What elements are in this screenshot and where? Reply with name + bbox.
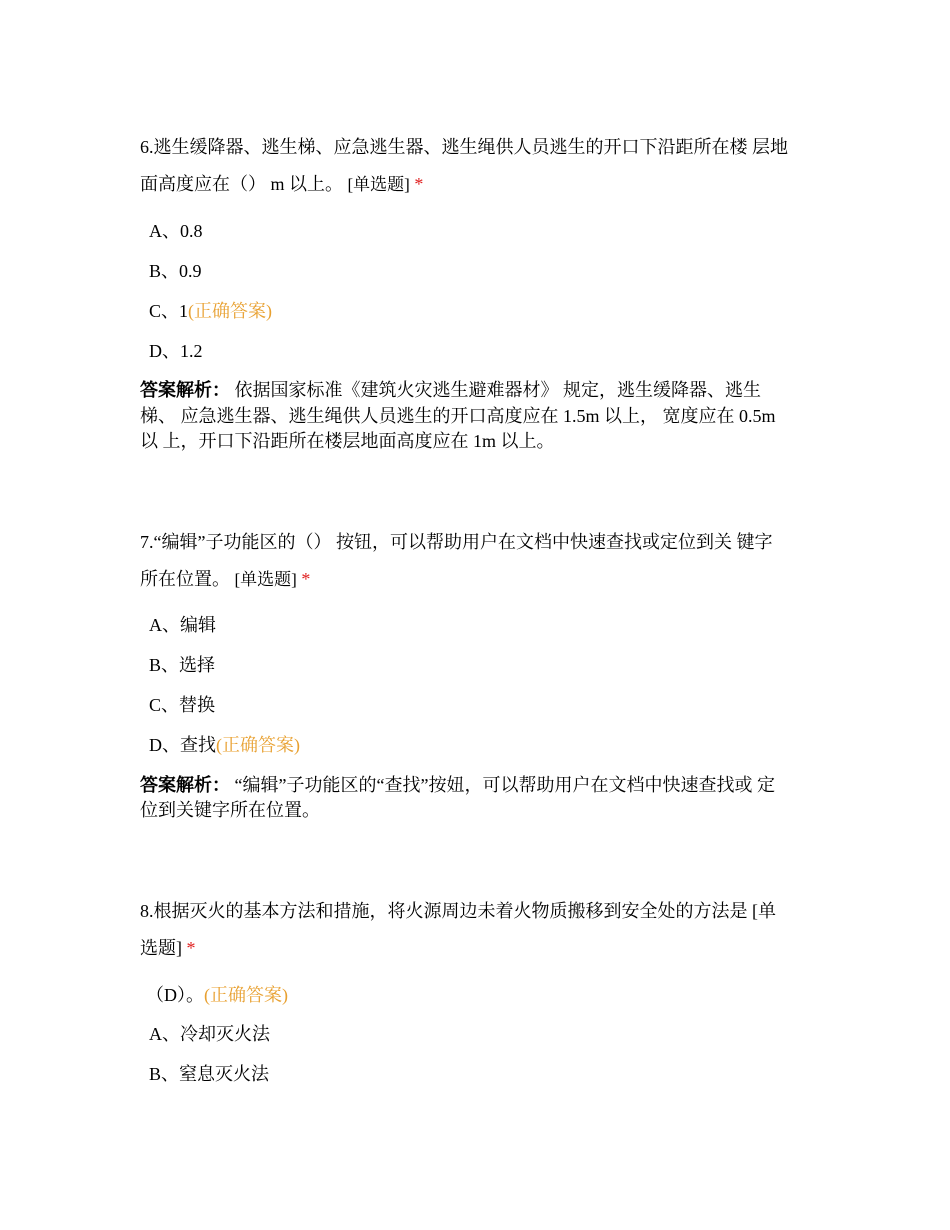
question-6-text-line-2 bbox=[140, 172, 423, 197]
question-6-explanation-line-3: 以 上，开口下沿距所在楼层地面高度应在 1m 以上。 bbox=[140, 431, 555, 451]
question-8-option-a: A、冷却灭火法 bbox=[149, 1024, 270, 1044]
question-6-option-a: A、0.8 bbox=[149, 221, 203, 241]
question-7-text-line-1: 7.“编辑”子功能区的（） 按钮，可以帮助用户在文档中快速查找或定位到关 键字 bbox=[140, 532, 773, 552]
question-6-option-b: B、0.9 bbox=[149, 261, 202, 281]
question-8-text-line-1: 8.根据灭火的基本方法和措施，将火源周边未着火物质搬移到安全处的方法是 [单 bbox=[140, 901, 776, 921]
question-6-text-line-2-body: 面高度应在（） m 以上。 bbox=[140, 174, 343, 194]
question-6-option-c-text: C、1 bbox=[149, 301, 189, 321]
question-7-text-line-2-body: 所在位置。 bbox=[140, 569, 230, 589]
question-8-answer-text: （D）。 bbox=[146, 985, 204, 1005]
question-8-answer bbox=[146, 983, 288, 1007]
question-7-type-tag: [单选题] bbox=[234, 570, 297, 589]
required-asterisk: * bbox=[414, 174, 424, 194]
explanation-label: 答案解析： bbox=[140, 775, 230, 795]
question-6-explanation-text-1: 依据国家标准《建筑火灾逃生避难器材》 规定，逃生缓降器、逃生 bbox=[234, 380, 761, 400]
question-7-option-d-text: D、查找 bbox=[149, 735, 216, 755]
question-7-explanation-line-2: 位到关键字所在位置。 bbox=[140, 800, 320, 820]
question-8-option-b: B、窒息灭火法 bbox=[149, 1064, 270, 1084]
question-8-text-line-2 bbox=[140, 936, 196, 960]
question-7-explanation-text-1: “编辑”子功能区的“查找”按妞，可以帮助用户在文档中快速查找或 定 bbox=[234, 775, 775, 795]
question-8-text-line-2-body: 选题] bbox=[140, 938, 182, 958]
question-7-option-d bbox=[149, 733, 300, 757]
correct-answer-note: (正确答案) bbox=[216, 735, 300, 755]
question-7-option-a: A、编辑 bbox=[149, 615, 216, 635]
question-7-option-c: C、替换 bbox=[149, 695, 216, 715]
question-7-text-line-2 bbox=[140, 567, 310, 592]
required-asterisk: * bbox=[186, 938, 196, 958]
question-6-type-tag: [单选题] bbox=[347, 175, 410, 194]
required-asterisk: * bbox=[301, 569, 311, 589]
correct-answer-note: (正确答案) bbox=[204, 985, 288, 1005]
question-7-option-b: B、选择 bbox=[149, 655, 216, 675]
question-6-explanation-line-2: 梯、 应急逃生器、逃生绳供人员逃生的开口高度应在 1.5m 以上， 宽度应在 0.5m bbox=[140, 406, 776, 426]
question-6-text-line-1: 6.逃生缓降器、逃生梯、应急逃生器、逃生绳供人员逃生的开口下沿距所在楼 层地 bbox=[140, 137, 788, 157]
question-6-option-c bbox=[149, 299, 272, 323]
explanation-label: 答案解析： bbox=[140, 380, 230, 400]
question-6-explanation-line-1 bbox=[140, 378, 810, 402]
correct-answer-note: (正确答案) bbox=[188, 301, 273, 321]
question-6-option-d: D、1.2 bbox=[149, 341, 203, 361]
question-7-explanation-line-1 bbox=[140, 773, 810, 797]
